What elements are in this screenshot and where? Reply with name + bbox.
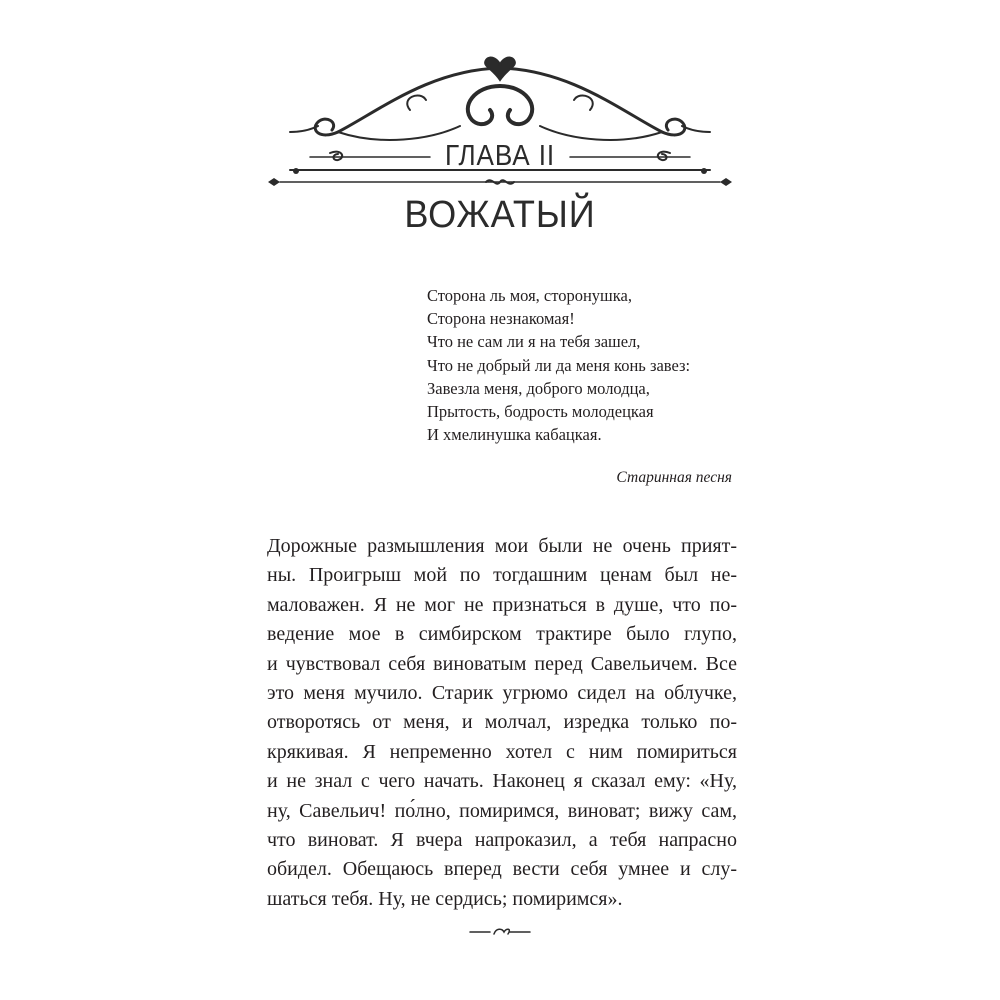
body-line: обидел. Обещаюсь вперед вести себя умнее и слу- bbox=[267, 858, 737, 881]
epigraph-line: И хмелинушка кабацкая. bbox=[427, 425, 602, 445]
body-line: отворотясь от меня, и молчал, изредка только по- bbox=[267, 711, 737, 734]
body-line: ну, Савельич! по́лно, помиримся, виноват; вижу сам, bbox=[267, 799, 737, 822]
epigraph-line: Сторона незнакомая! bbox=[427, 309, 575, 329]
footer-ornament-icon bbox=[468, 926, 532, 936]
body-line: и не знал с чего начать. Наконец я сказал ему: «Ну, bbox=[267, 770, 737, 793]
epigraph-line: Сторона ль моя, сторонушка, bbox=[427, 286, 632, 305]
body-line: и чувствовал себя виноватым перед Савельичем. Все bbox=[267, 652, 737, 675]
epigraph bbox=[427, 284, 747, 446]
body-line: шаться тебя. Ну, не сердись; помиримся». bbox=[267, 887, 623, 910]
epigraph-source: Старинная песня bbox=[616, 469, 732, 486]
body-line: что виноват. Я вчера напроказил, а тебя напрасно bbox=[267, 829, 737, 852]
epigraph-line: Что не сам ли я на тебя зашел, bbox=[427, 332, 641, 352]
scroll-ornament-icon bbox=[260, 50, 740, 200]
body-line: это меня мучило. Старик угрюмо сидел на облучке, bbox=[267, 682, 737, 705]
body-line: маловажен. Я не мог не признаться в душе, что по- bbox=[267, 593, 737, 616]
epigraph-line: Завезла меня, доброго молодца, bbox=[427, 378, 650, 398]
body-paragraph bbox=[267, 532, 737, 914]
chapter-label: ГЛАВА II bbox=[444, 140, 556, 172]
epigraph-line: Прытость, бодрость молодецкая bbox=[427, 402, 654, 422]
body-line: Дорожные размышления мои были не очень прият- bbox=[267, 535, 737, 557]
body-line: крякивая. Я непременно хотел с ним помириться bbox=[267, 740, 737, 763]
epigraph-line: Что не добрый ли да меня конь завез: bbox=[427, 355, 691, 375]
chapter-title: ВОЖАТЫЙ bbox=[404, 194, 596, 236]
body-line: ны. Проигрыш мой по тогдашним ценам был не- bbox=[267, 564, 737, 587]
body-line: ведение мое в симбирском трактире было глупо, bbox=[267, 623, 737, 646]
